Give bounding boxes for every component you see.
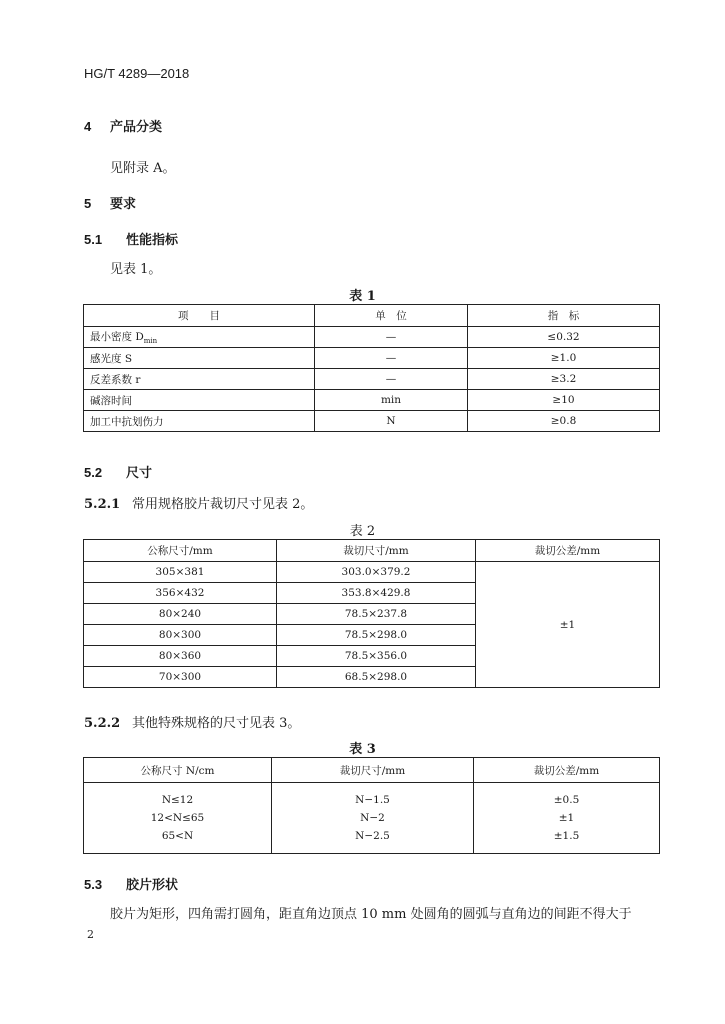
item-subscript: min [143, 337, 158, 346]
table-row [84, 827, 660, 854]
nominal-cell: N≤12 [84, 783, 272, 810]
cut-cell: 353.8×429.8 [277, 583, 476, 604]
table-header-row [84, 540, 660, 562]
value-cell: ≥0.8 [468, 411, 660, 432]
table-row [84, 562, 660, 583]
table-1-caption: 表 1 [349, 289, 376, 304]
tolerance-cell: ±0.5 [474, 783, 660, 810]
tolerance-cell: ±1.5 [474, 827, 660, 854]
tolerance-cell: ±1 [474, 809, 660, 827]
table-row [84, 411, 660, 432]
header-cut: 裁切尺寸/mm [277, 540, 476, 562]
unit-cell: — [315, 348, 468, 369]
value-cell: ≥1.0 [468, 348, 660, 369]
section-title: 产品分类 [110, 120, 163, 135]
section-5-2-1-text [84, 493, 313, 512]
section-text: 常用规格胶片裁切尺寸见表 2。 [132, 497, 314, 512]
table-row [84, 809, 660, 827]
table-3-caption: 表 3 [349, 742, 376, 757]
section-text: 其他特殊规格的尺寸见表 3。 [132, 716, 301, 731]
header-nominal: 公称尺寸 N/cm [84, 758, 272, 783]
nominal-cell: 70×300 [84, 667, 277, 688]
section-title: 尺寸 [126, 466, 153, 481]
item-cell: 感光度 S [84, 348, 315, 369]
header-tolerance: 裁切公差/mm [474, 758, 660, 783]
nominal-cell: 80×240 [84, 604, 277, 625]
section-5-2-2-text [84, 712, 300, 731]
section-title: 性能指标 [126, 233, 179, 248]
item-cell: 加工中抗划伤力 [84, 411, 315, 432]
section-number: 5.2.1 [84, 497, 121, 512]
cut-cell: 303.0×379.2 [277, 562, 476, 583]
document-code: HG/T 4289—2018 [84, 66, 190, 81]
table-header-row [84, 305, 660, 327]
value-cell: ≥10 [468, 390, 660, 411]
header-nominal: 公称尺寸/mm [84, 540, 277, 562]
unit-cell: — [315, 327, 468, 348]
item-cell [84, 327, 315, 348]
unit-cell: N [315, 411, 468, 432]
cut-cell: 68.5×298.0 [277, 667, 476, 688]
table-row [84, 783, 660, 810]
unit-cell: min [315, 390, 468, 411]
section-5-heading [84, 193, 136, 212]
cut-cell: 78.5×237.8 [277, 604, 476, 625]
nominal-cell: 65<N [84, 827, 272, 854]
header-indicator: 指 标 [468, 305, 660, 327]
cut-cell: 78.5×356.0 [277, 646, 476, 667]
section-5-1-body: 见表 1。 [110, 262, 162, 277]
section-number: 5.2.2 [84, 716, 121, 731]
header-item: 项 目 [84, 305, 315, 327]
section-5-1-heading [84, 229, 178, 248]
nominal-cell: 12<N≤65 [84, 809, 272, 827]
section-number: 5.1 [84, 232, 103, 247]
tolerance-cell: ±1 [476, 562, 660, 688]
section-title: 胶片形状 [126, 878, 179, 893]
page-number: 2 [87, 928, 94, 941]
section-4-heading [84, 116, 162, 135]
section-number: 4 [84, 119, 92, 134]
section-number: 5.2 [84, 465, 103, 480]
item-text: 最小密度 D [90, 330, 144, 343]
table-3 [83, 757, 660, 854]
header-tolerance: 裁切公差/mm [476, 540, 660, 562]
table-row [84, 390, 660, 411]
value-cell: ≥3.2 [468, 369, 660, 390]
cut-cell: 78.5×298.0 [277, 625, 476, 646]
item-cell: 碱溶时间 [84, 390, 315, 411]
table-2-caption: 表 2 [349, 524, 376, 539]
section-5-3-body: 胶片为矩形，四角需打圆角，距直角边顶点 10 mm 处圆角的圆弧与直角边的间距不得大于 [110, 907, 632, 922]
cut-cell: N−1.5 [272, 783, 474, 810]
section-number: 5 [84, 196, 92, 211]
table-2 [83, 539, 660, 688]
section-number: 5.3 [84, 877, 103, 892]
table-row [84, 348, 660, 369]
table-1 [83, 304, 660, 432]
table-row [84, 369, 660, 390]
item-cell: 反差系数 r [84, 369, 315, 390]
cut-cell: N−2 [272, 809, 474, 827]
section-title: 要求 [110, 197, 137, 212]
section-5-2-heading [84, 462, 152, 481]
nominal-cell: 80×360 [84, 646, 277, 667]
nominal-cell: 80×300 [84, 625, 277, 646]
section-4-body: 见附录 A。 [110, 161, 176, 176]
table-header-row [84, 758, 660, 783]
unit-cell: — [315, 369, 468, 390]
nominal-cell: 356×432 [84, 583, 277, 604]
table-row [84, 327, 660, 348]
cut-cell: N−2.5 [272, 827, 474, 854]
nominal-cell: 305×381 [84, 562, 277, 583]
header-cut: 裁切尺寸/mm [272, 758, 474, 783]
section-5-3-heading [84, 874, 178, 893]
header-unit: 单 位 [315, 305, 468, 327]
value-cell: ≤0.32 [468, 327, 660, 348]
